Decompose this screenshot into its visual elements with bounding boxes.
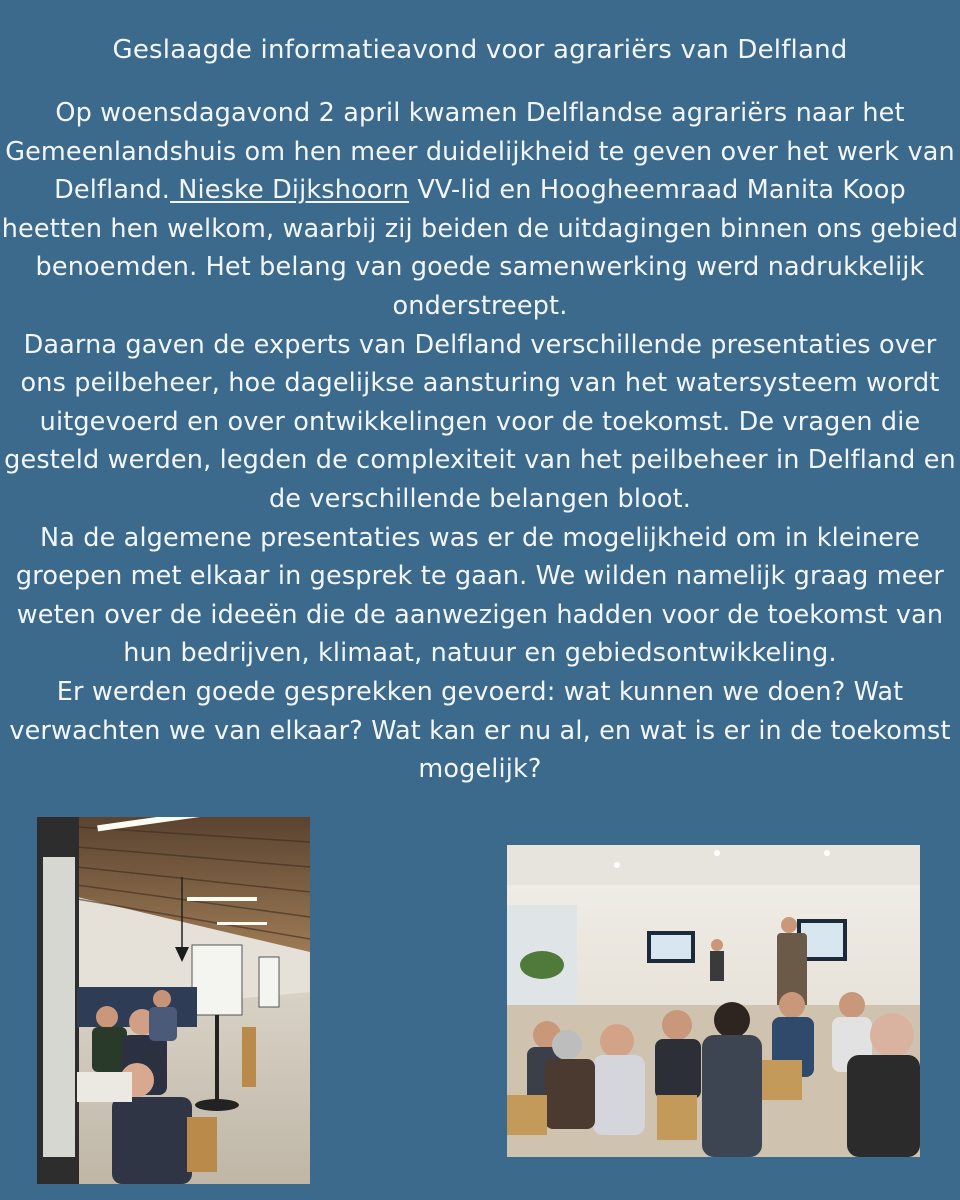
paragraph-intro — [0, 94, 960, 326]
paragraph-presentations: Daarna gaven de experts van Delfland verschillende presentaties over ons peilbeheer, hoe dagelijkse aansturing van het watersysteem wordt uitgevoerd en over ontwikkelingen voor de toekomst. De vragen die gesteld werden, legden de complexiteit van het peilbeheer in Delfland en de verschillende belangen bloot. — [4, 329, 956, 514]
presentation-audience-illustration — [507, 845, 920, 1157]
paragraph-conversations: Er werden goede gesprekken gevoerd: wat kunnen we doen? Wat verwachten we van elkaar? Wat kan er nu al, en wat is er in de toekomst mogelijk? — [9, 676, 951, 785]
nieske-dijkshoorn-link[interactable]: Nieske Dijkshoorn — [170, 175, 410, 206]
group-discussion-photo — [37, 817, 310, 1184]
article-body — [0, 94, 960, 789]
presentation-audience-photo — [507, 845, 920, 1157]
intro-text: Op woensdagavond 2 april kwamen Delflandse agrariërs naar het Gemeenlandshuis om hen meer duidelijkheid te geven over het werk van Delfland. — [5, 98, 955, 206]
intro-text-continued: VV-lid en Hoogheemraad Manita Koop heetten hen welkom, waarbij zij beiden de uitdagingen binnen ons gebied benoemden. Het belang van goede samenwerking werd nadrukkelijk onderstreept. — [1, 175, 959, 321]
group-discussion-illustration — [37, 817, 310, 1184]
paragraph-groups: Na de algemene presentaties was er de mogelijkheid om in kleinere groepen met elkaar in gesprek te gaan. We wilden namelijk graag meer weten over de ideeën die de aanwezigen hadden voor de toekomst van hun bedrijven, klimaat, natuur en gebiedsontwikkeling. — [15, 522, 945, 669]
article-title: Geslaagde informatieavond voor agrariërs van Delfland — [112, 35, 848, 65]
